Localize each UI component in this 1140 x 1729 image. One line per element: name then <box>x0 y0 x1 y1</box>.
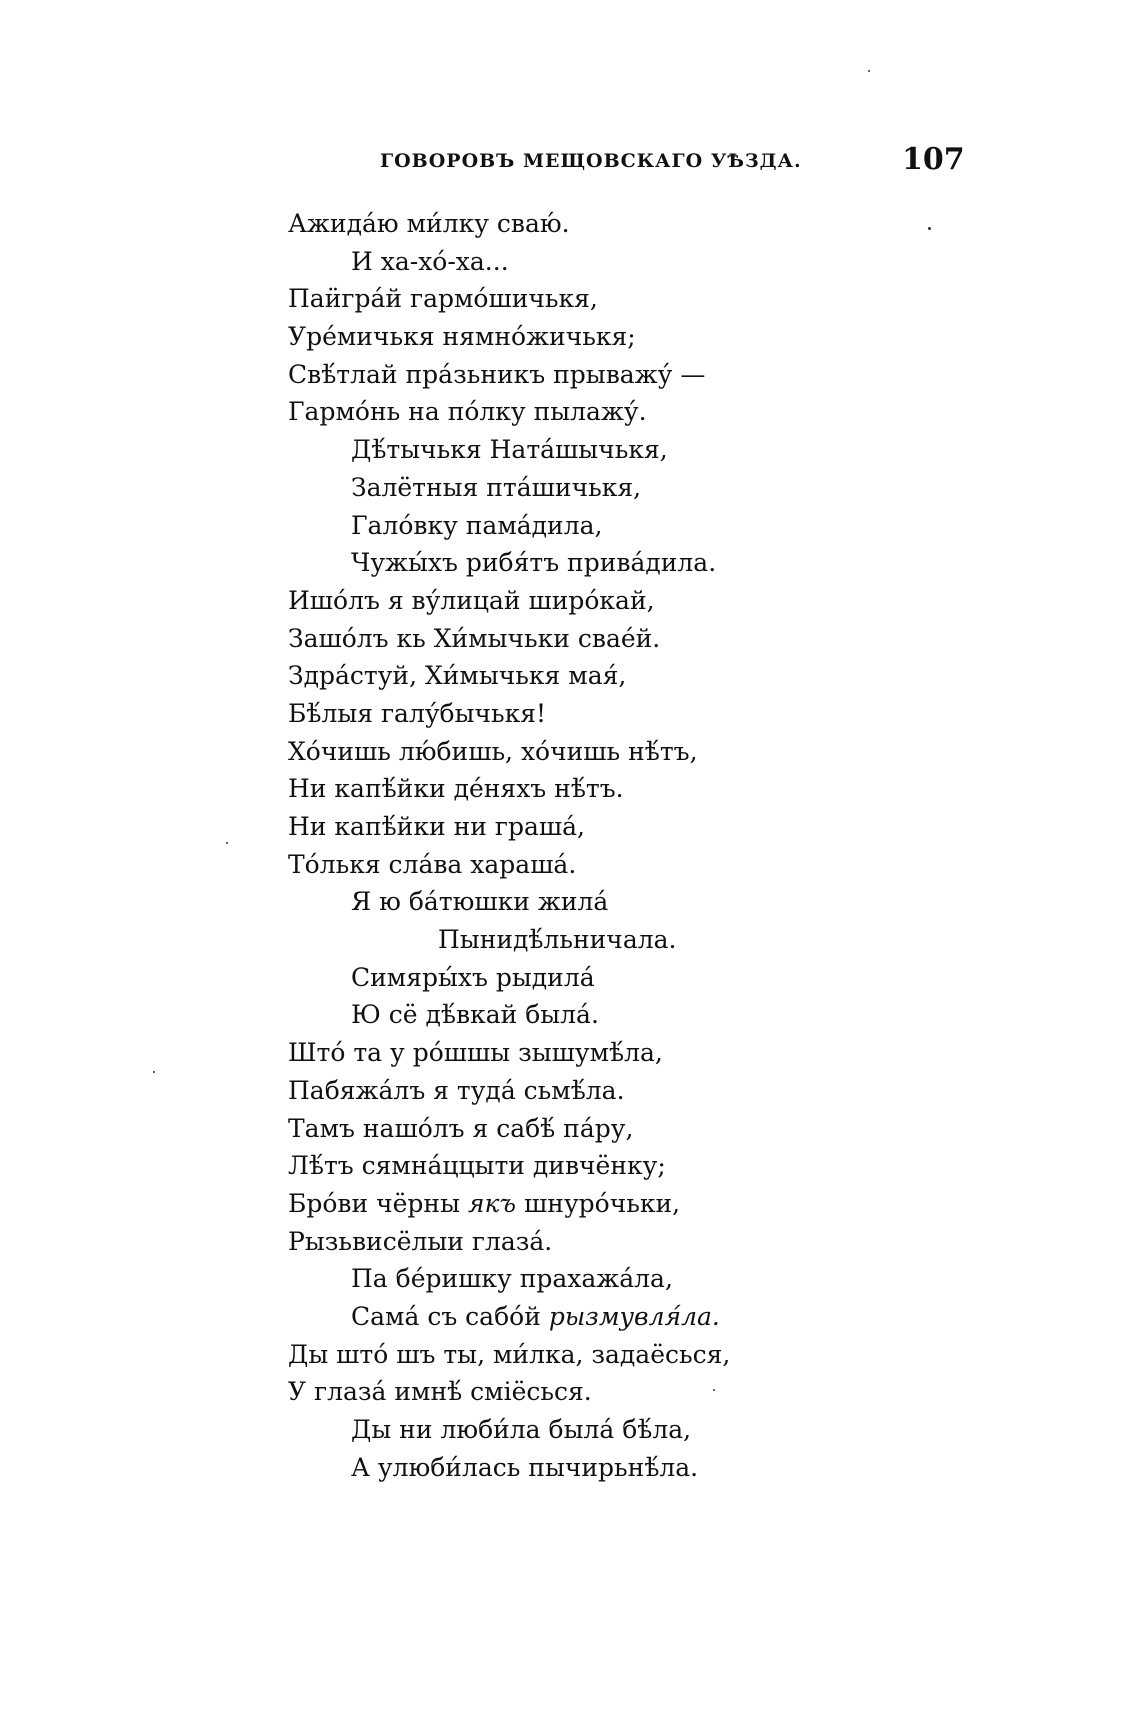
verse-line: У глаза́ имнѣ́ сміёсься. <box>288 1377 592 1407</box>
verse-line: Рызьвисёлыи глаза́. <box>288 1226 553 1256</box>
verse-line <box>288 1185 1048 1223</box>
verse-line: Ажида́ю ми́лку сваю́. <box>288 209 570 238</box>
verse-line: Пабяжа́лъ я туда́ сьмѣ́ла. <box>288 1075 625 1105</box>
verse-italic-word: рызмувля́ла. <box>548 1301 720 1331</box>
verse-line: Гало́вку пама́дила, <box>351 510 603 540</box>
verse-line: Пынидѣ́льничала. <box>438 925 677 955</box>
print-speck <box>153 1071 155 1073</box>
verse-line: Дѣ́тычькя Ната́шычькя, <box>351 435 668 465</box>
print-speck <box>713 1389 715 1391</box>
verse-line: Уре́мичькя нямно́жичькя; <box>288 322 636 352</box>
verse-line: Хо́чишь лю́бишь, хо́чишь нѣ́тъ, <box>288 736 698 766</box>
verse-line-text: шнуро́чьки, <box>516 1188 681 1218</box>
print-speck <box>226 842 228 844</box>
verse-line: И ха-хо́-ха... <box>351 246 509 276</box>
verse-line: Свѣ́тлай пра́зьникъ прыважу́ — <box>288 359 706 389</box>
verse-line-text: Бро́ви чёрны <box>288 1188 468 1218</box>
verse-line: А улюби́лась пычирьнѣ́ла. <box>351 1452 699 1482</box>
verse-line: Тамъ нашо́лъ я сабѣ́ па́ру, <box>288 1113 634 1143</box>
verse-block <box>288 205 1048 1486</box>
verse-line: Гармо́нь на по́лку пылажу́. <box>288 397 647 427</box>
verse-line: Здра́стуй, Хи́мычькя мая́, <box>288 661 627 691</box>
verse-line: Ю сё дѣ́вкай была́. <box>351 1000 599 1030</box>
verse-line: Паӥгра́й гармо́шичькя, <box>288 284 598 314</box>
verse-line: Лѣ́тъ сямна́ццыти дивчёнку; <box>288 1151 666 1181</box>
verse-italic-word: якъ <box>467 1188 517 1218</box>
verse-line: Симяры́хъ рыдила́ <box>351 962 595 992</box>
verse-line: Па бе́ришку прахажа́ла, <box>351 1264 673 1294</box>
verse-line: Ды ни люби́ла была́ бѣ́ла, <box>351 1415 692 1444</box>
verse-line: Ишо́лъ я ву́лицай широ́кай, <box>288 585 655 615</box>
verse-line: Я ю ба́тюшки жила́ <box>351 887 609 917</box>
verse-line <box>288 1298 1048 1336</box>
print-speck <box>868 70 870 72</box>
verse-line: Чужы́хъ рибя́тъ прива́дила. <box>351 548 717 578</box>
page-number: 107 <box>902 142 965 177</box>
verse-line: Што́ та у ро́шшы зышумѣ́ла, <box>288 1038 663 1068</box>
verse-line: Ни капѣ́йки ни граша́, <box>288 812 585 841</box>
verse-line: Ды што́ шъ ты, ми́лка, задаёсься, <box>288 1339 731 1369</box>
verse-line: Зашо́лъ кь Хи́мычьки сваéй. <box>288 623 661 653</box>
print-speck <box>928 227 931 230</box>
running-title: ГОВОРОВЪ МЕЩОВСКАГО УѢЗДА. <box>380 150 802 172</box>
verse-line: Бѣ́лыя галу́бычькя! <box>288 698 547 728</box>
verse-line-text: Сама́ съ сабо́й <box>351 1301 549 1331</box>
verse-line: Ни капѣ́йки дéняхъ нѣ́тъ. <box>288 774 624 804</box>
verse-line: То́лькя сла́ва хараша́. <box>288 849 577 879</box>
verse-line: Залётныя пта́шичькя, <box>351 472 642 502</box>
